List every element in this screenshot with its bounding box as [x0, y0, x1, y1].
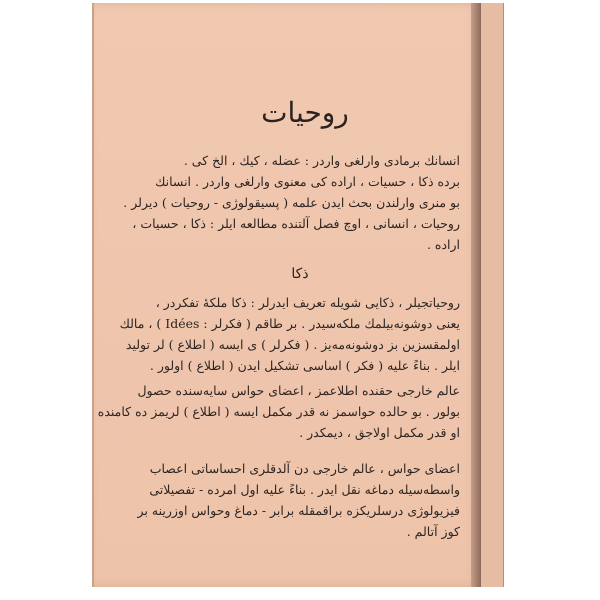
text-line: او قدر مكمل اولاجق ، ديمكدر .: [299, 425, 460, 440]
text-line: روحياتجيلر ، ذكايى شويله تعريف ايدرلر : ذكا ملكه‌ٔ تفكردر ،: [155, 295, 460, 310]
text-line: فيزيولوژى درسلريكزه براقمقله برابر - دماغ وحواس اوزرينه بر: [137, 503, 460, 518]
section-heading: ذكا: [291, 266, 309, 282]
text-line: اراده .: [426, 237, 460, 252]
text-line: ايلر . بناءً عليه ( فكر ) اساسى تشكيل ايدن ( اطلاع ) اولور .: [149, 358, 460, 373]
intro-paragraph: [123, 150, 460, 255]
text-line: بو منرى وارلندن بحث ايدن علمه ( پسيقولوژى - روحيات ) ديرلر .: [123, 195, 460, 210]
text-line: اعضاى حواس ، عالم خارجى دن آلدقلرى احساساتى اعصاب: [149, 461, 460, 476]
text-line: بولور . بو حالده حواسمز نه قدر مكمل ايسه ( اطلاع ) لريمز ده كامنده: [97, 404, 460, 419]
paragraph-senses: [97, 380, 460, 443]
text-line: يعنى دوشونه‌بيلمك ملكه‌سيدر . بر طاقم ( فكرلر : Idées ) ، مالك: [119, 316, 460, 331]
text-line: اولمقسزين بز دوشونه‌مه‌يز . ( فكرلر ) ى ايسه ( اطلاع ) لر توليد: [125, 337, 460, 352]
book-gutter: [471, 3, 481, 587]
facing-page-edge: [481, 3, 504, 587]
text-line: انسانك برمادى وارلغى واردر : عضله ، كيك ، الخ كى .: [183, 153, 460, 168]
page-title: روحيات: [261, 96, 349, 129]
text-line: روحيات ، انسانى ، اوچ فصل آلتنده مطالعه ايلر : ذكا ، حسيات ،: [132, 216, 460, 231]
text-line: عالم خارجى حقنده اطلاعمز ، اعضاى حواس سايه‌سنده حصول: [137, 383, 460, 398]
text-line: برده ذكا ، حسيات ، اراده كى معنوى وارلغى واردر . انسانك: [155, 174, 460, 189]
paragraph-definition: [119, 292, 460, 376]
paragraph-nerves: [137, 458, 460, 542]
text-line: واسطه‌سيله دماغه نقل ايدر . بناءً عليه اول امرده - تفصيلاتى: [149, 482, 460, 497]
text-line: كوز آتالم .: [406, 524, 460, 539]
